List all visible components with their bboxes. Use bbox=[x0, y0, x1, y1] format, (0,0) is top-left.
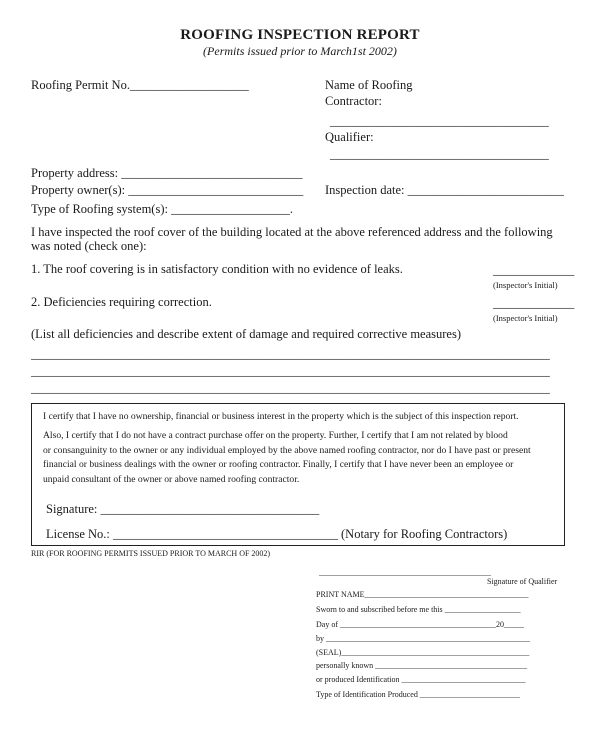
certification-line: or consanguinity to the owner or any individual employed by the above named roofing contractor, nor do I have past or present bbox=[43, 445, 531, 456]
initial-label-2: (Inspector's Initial) bbox=[493, 313, 558, 323]
contractor-label-line2: Contractor: bbox=[325, 94, 382, 108]
by-field[interactable]: by ___________________________________________________ bbox=[316, 634, 530, 643]
initial-label-1: (Inspector's Initial) bbox=[493, 280, 558, 290]
inspection-date-field[interactable]: Inspection date: _________________________ bbox=[325, 183, 564, 197]
roofing-system-field[interactable]: Type of Roofing system(s): ___________________. bbox=[31, 202, 293, 216]
qualifier-signature-field[interactable]: ___________________________________________ bbox=[319, 568, 491, 577]
print-name-field[interactable]: PRINT NAME_________________________________________ bbox=[316, 590, 529, 599]
deficiency-instruction: (List all deficiencies and describe extent of damage and required corrective measures) bbox=[31, 327, 462, 341]
day-of-field[interactable]: Day of _______________________________________20_____ bbox=[316, 620, 524, 629]
property-owner-field[interactable]: Property owner(s): ____________________________ bbox=[31, 183, 304, 197]
deficiency-line[interactable]: ___________________________________________________________________________________ bbox=[31, 381, 550, 395]
intro-text-line1: I have inspected the roof cover of the building located at the above referenced address and the following bbox=[31, 225, 553, 239]
personally-known-field[interactable]: personally known ______________________________________ bbox=[316, 661, 528, 670]
certification-line: I certify that I have no ownership, financial or business interest in the property which is the subject of this inspection report. bbox=[43, 411, 519, 422]
certification-line: Also, I certify that I do not have a contract purchase offer on the property. Further, I certify that I am not related by blood bbox=[43, 430, 508, 441]
qualifier-label: Qualifier: bbox=[325, 130, 374, 144]
contractor-field[interactable]: ___________________________________ bbox=[330, 114, 549, 128]
qualifier-field[interactable]: ___________________________________ bbox=[330, 147, 549, 161]
seal-field[interactable]: (SEAL)_______________________________________________ bbox=[316, 648, 530, 657]
certification-line: financial or business dealings with the owner or roofing contractor. Finally, I certify that I have never been an employee or bbox=[43, 459, 514, 470]
property-address-field[interactable]: Property address: _____________________________ bbox=[31, 166, 303, 180]
option-satisfactory: 1. The roof covering is in satisfactory condition with no evidence of leaks. bbox=[31, 262, 403, 276]
initial-field-1[interactable]: _____________ bbox=[493, 263, 575, 277]
deficiency-line[interactable]: ___________________________________________________________________________________ bbox=[31, 347, 550, 361]
deficiency-line[interactable]: ___________________________________________________________________________________ bbox=[31, 364, 550, 378]
sworn-field[interactable]: Sworn to and subscribed before me this ___________________ bbox=[316, 605, 521, 614]
produced-identification-field[interactable]: or produced Identification _______________________________ bbox=[316, 675, 526, 684]
option-deficiencies: 2. Deficiencies requiring correction. bbox=[31, 295, 212, 309]
intro-text-line2: was noted (check one): bbox=[31, 239, 147, 253]
initial-field-2[interactable]: _____________ bbox=[493, 296, 575, 310]
page-title: ROOFING INSPECTION REPORT bbox=[180, 27, 420, 43]
contractor-label-line1: Name of Roofing bbox=[325, 78, 413, 92]
page-subtitle: (Permits issued prior to March1st 2002) bbox=[203, 44, 397, 58]
signature-field[interactable]: Signature: ___________________________________ bbox=[46, 502, 320, 516]
qualifier-signature-label: Signature of Qualifier bbox=[487, 577, 558, 586]
license-field[interactable]: License No.: ____________________________________ bbox=[46, 527, 338, 541]
certification-line: unpaid consultant of the owner or above named roofing contractor. bbox=[43, 474, 300, 485]
rir-note: RIR (FOR ROOFING PERMITS ISSUED PRIOR TO MARCH OF 2002) bbox=[31, 549, 271, 558]
identification-type-field[interactable]: Type of Identification Produced _________________________ bbox=[316, 690, 520, 699]
notary-note: (Notary for Roofing Contractors) bbox=[341, 527, 508, 541]
permit-no-field[interactable]: Roofing Permit No.___________________ bbox=[31, 78, 249, 92]
